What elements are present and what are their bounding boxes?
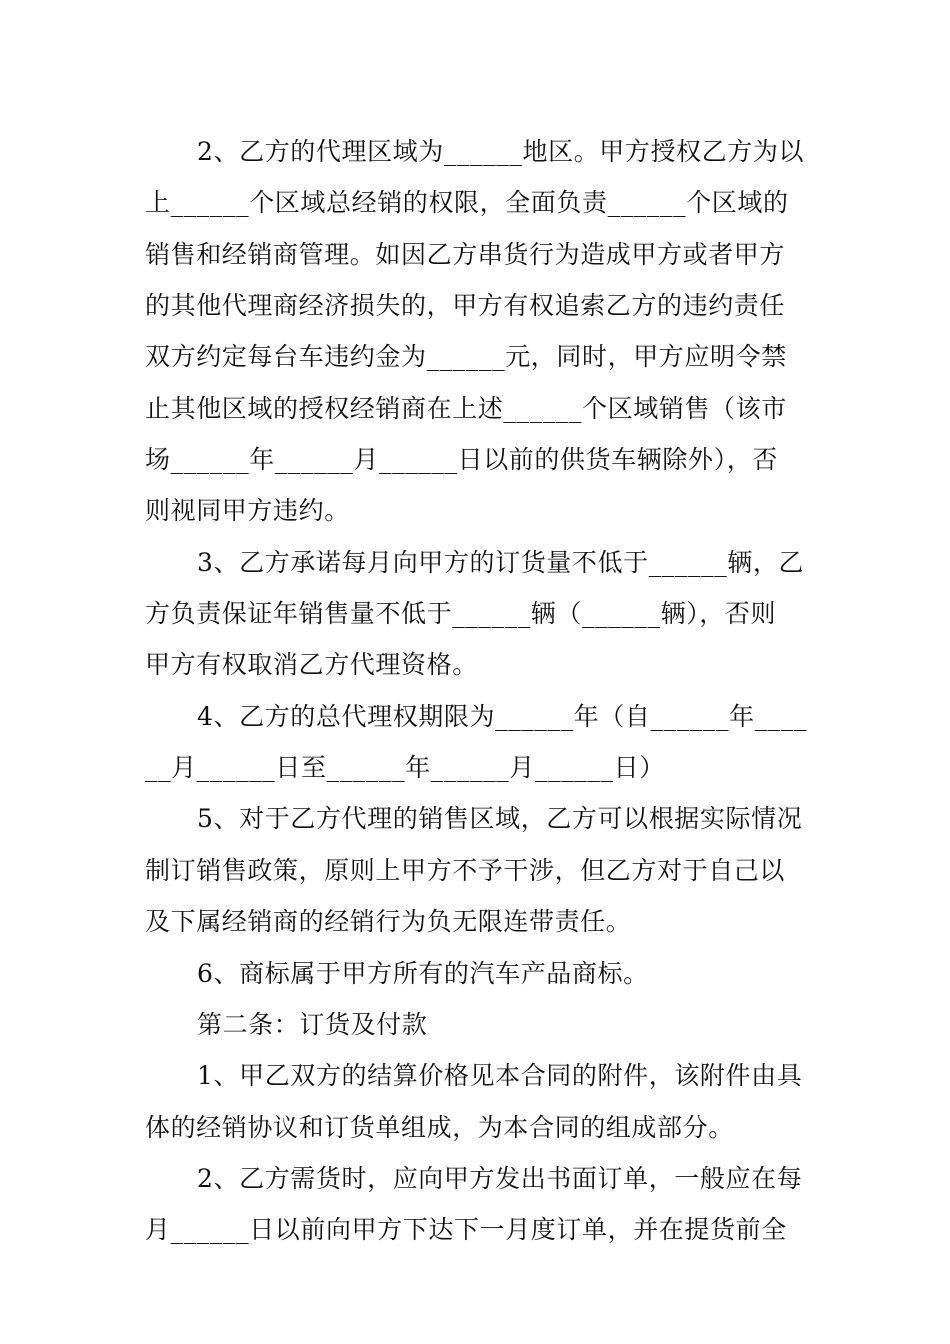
text-line: 止其他区域的授权经销商在上述______个区域销售（该市 <box>145 393 787 423</box>
text-line: 3、乙方承诺每月向甲方的订货量不低于______辆，乙 <box>197 547 805 577</box>
text-line: 的其他代理商经济损失的，甲方有权追索乙方的违约责任 <box>145 291 786 321</box>
text-line: 销售和经销商管理。如因乙方串货行为造成甲方或者甲方 <box>145 239 786 269</box>
text-line: 体的经销协议和订货单组成，为本合同的组成部分。 <box>145 1112 734 1142</box>
text-line: 4、乙方的总代理权期限为______年（自______年____ <box>197 701 808 731</box>
text-line: 2、乙方的代理区域为______地区。甲方授权乙方为以 <box>197 137 805 166</box>
text-line: 双方约定每台车违约金为______元，同时，甲方应明令禁 <box>145 342 787 372</box>
text-line: 方负责保证年销售量不低于______辆（______辆），否则 <box>145 599 777 629</box>
section-heading: 第二条：订货及付款 <box>197 1009 428 1039</box>
text-line: 月______日以前向甲方下达下一月度订单，并在提货前全 <box>145 1215 787 1245</box>
text-line: __月______日至______年______月______日） <box>145 753 665 783</box>
text-line: 制订销售政策，原则上甲方不予干涉，但乙方对于自己以 <box>145 855 786 885</box>
text-line: 则视同甲方违约。 <box>145 496 350 526</box>
text-line: 6、商标属于甲方所有的汽车产品商标。 <box>197 958 649 988</box>
text-line: 及下属经销商的经销行为负无限连带责任。 <box>145 907 632 937</box>
text-line: 5、对于乙方代理的销售区域，乙方可以根据实际情况 <box>197 804 803 834</box>
contract-text-body <box>145 126 815 1256</box>
text-line: 2、乙方需货时，应向甲方发出书面订单，一般应在每 <box>197 1163 803 1193</box>
text-line: 1、甲乙双方的结算价格见本合同的附件，该附件由具 <box>197 1061 803 1091</box>
text-line: 场______年______月______日以前的供货车辆除外），否 <box>145 445 778 475</box>
text-line: 上______个区域总经销的权限，全面负责______个区域的 <box>145 188 789 218</box>
text-line: 甲方有权取消乙方代理资格。 <box>145 650 478 680</box>
